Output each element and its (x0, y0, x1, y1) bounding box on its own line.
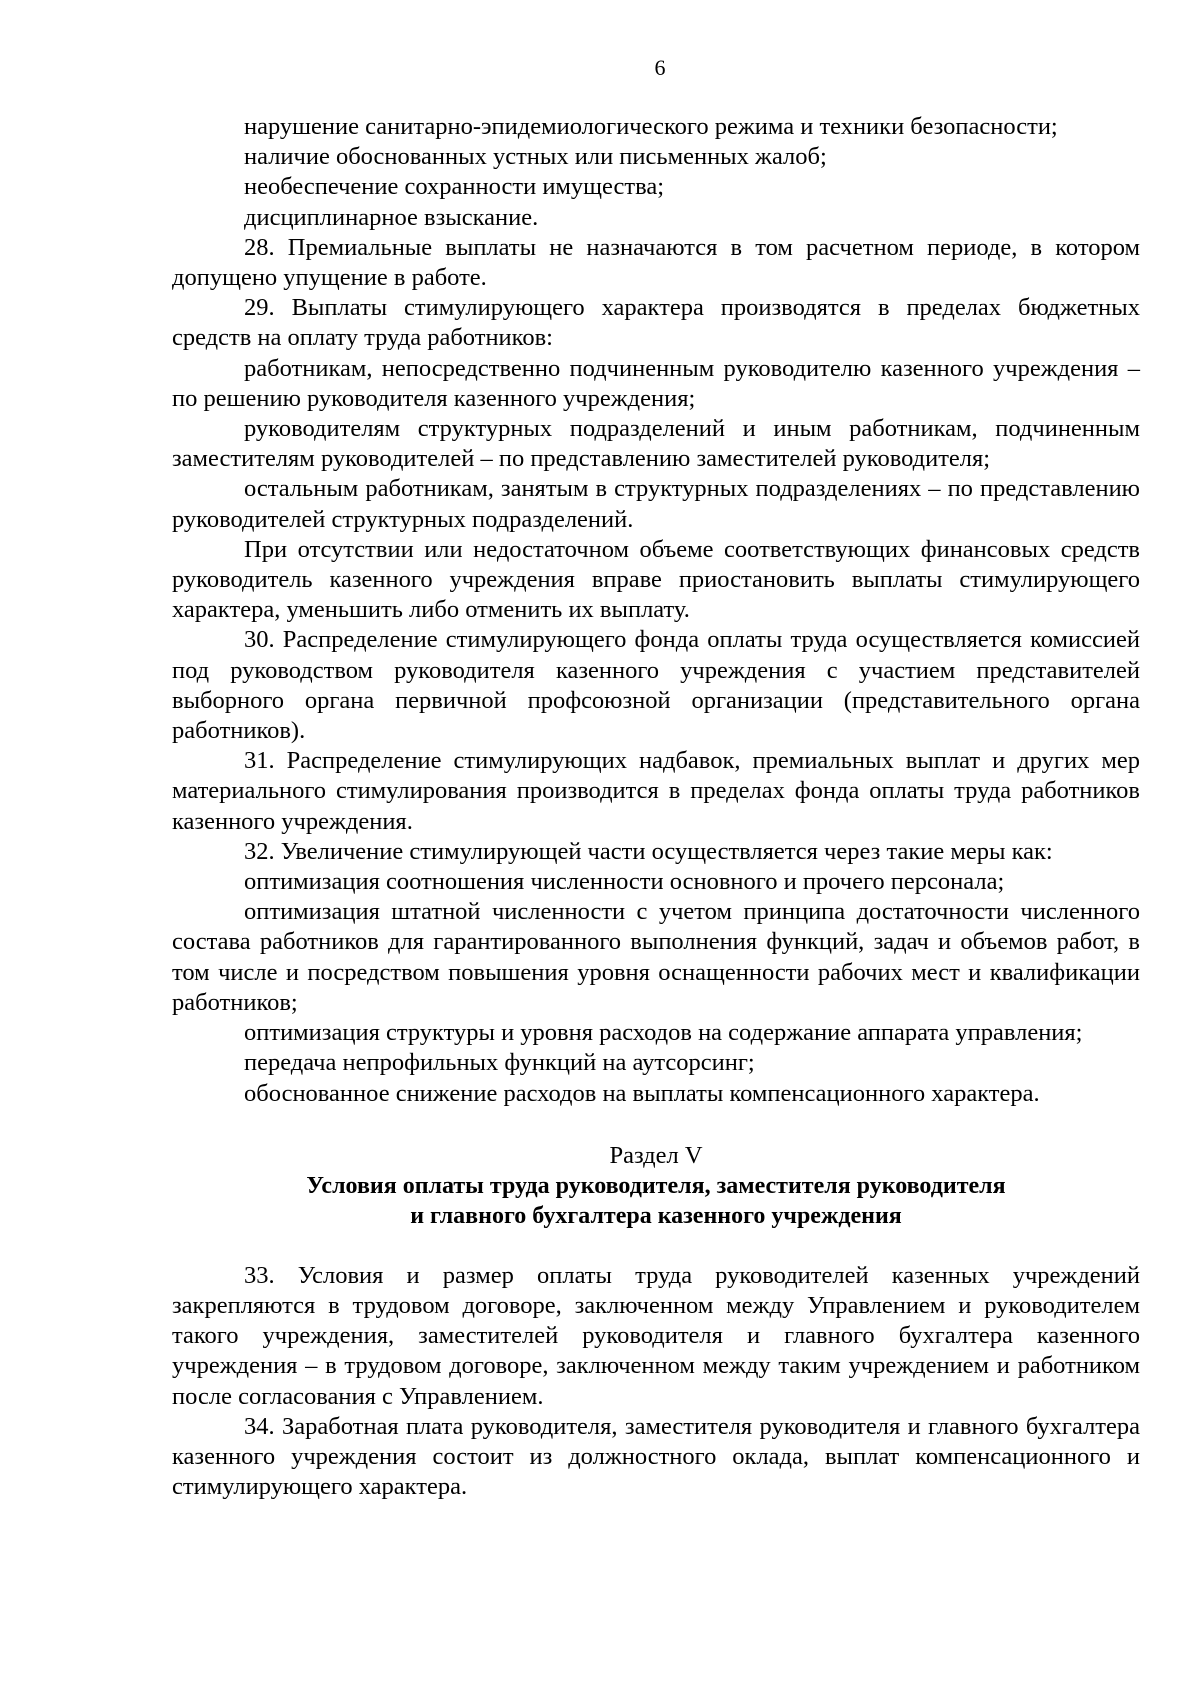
paragraph-34: 34. Заработная плата руководителя, заместителя руководителя и главного бухгалтера казенного учреждения состоит из должностного оклада, выплат компенсационного и стимулирующего характера. (172, 1412, 1140, 1501)
paragraph: руководителям структурных подразделений и иным работникам, подчиненным заместителям руководителей – по представлению заместителей руководителя; (172, 415, 1140, 473)
document-body (172, 112, 1140, 1502)
paragraph: обоснованное снижение расходов на выплаты компенсационного характера. (244, 1079, 1040, 1107)
paragraph: оптимизация структуры и уровня расходов на содержание аппарата управления; (244, 1019, 1083, 1047)
page-number: 6 (654, 55, 666, 80)
paragraph: дисциплинарное взыскание. (244, 203, 539, 231)
paragraph-28: 28. Премиальные выплаты не назначаются в том расчетном периоде, в котором допущено упущение в работе. (172, 233, 1140, 292)
paragraph-31: 31. Распределение стимулирующих надбавок, премиальных выплат и других мер материального стимулирования производится в пределах фонда оплаты труда работников казенного учреждения. (172, 747, 1140, 835)
section-heading (172, 1141, 1140, 1231)
section-label: Раздел V (609, 1141, 703, 1169)
paragraph: оптимизация штатной численности с учетом принципа достаточности численного состава работников для гарантированного выполнения функций, задач и объемов работ, в том числе и посредством повышения уровня оснащенности рабочих мест и квалификации работников; (172, 898, 1140, 1016)
paragraph: наличие обоснованных устных или письменных жалоб; (244, 143, 827, 171)
paragraph-30: 30. Распределение стимулирующего фонда оплаты труда осуществляется комиссией под руководством руководителя казенного учреждения с участием представителей выборного органа первичной профсоюзной организации (представительного органа работников). (172, 626, 1140, 745)
paragraph-33: 33. Условия и размер оплаты труда руководителей казенных учреждений закрепляются в трудовом договоре, заключенном между Управлением и руководителем такого учреждения, заместителей руководителя и главного бухгалтера казенного учреждения – в трудовом договоре, заключенном между таким учреждением и работником после согласования с Управлением. (172, 1261, 1140, 1410)
paragraph: работникам, непосредственно подчиненным руководителю казенного учреждения – по решению руководителя казенного учреждения; (172, 354, 1140, 412)
paragraph: нарушение санитарно-эпидемиологического режима и техники безопасности; (244, 113, 1058, 140)
section-title-line: Условия оплаты труда руководителя, заместителя руководителя (306, 1172, 1006, 1199)
paragraph: остальным работникам, занятым в структурных подразделениях – по представлению руководителей структурных подразделений. (172, 475, 1140, 533)
paragraph: передача непрофильных функций на аутсорсинг; (244, 1049, 755, 1077)
paragraph: При отсутствии или недостаточном объеме соответствующих финансовых средств руководитель казенного учреждения вправе приостановить выплаты стимулирующего характера, уменьшить либо отменить их выплату. (172, 535, 1140, 624)
section-title-line: и главного бухгалтера казенного учреждения (410, 1202, 902, 1229)
paragraph: оптимизация соотношения численности основного и прочего персонала; (244, 868, 1005, 896)
paragraph-32: 32. Увеличение стимулирующей части осуществляется через такие меры как: (244, 837, 1053, 865)
paragraph-29: 29. Выплаты стимулирующего характера производятся в пределах бюджетных средств на оплату труда работников: (172, 294, 1140, 352)
paragraph: необеспечение сохранности имущества; (244, 173, 665, 201)
section-title (172, 1171, 1140, 1231)
